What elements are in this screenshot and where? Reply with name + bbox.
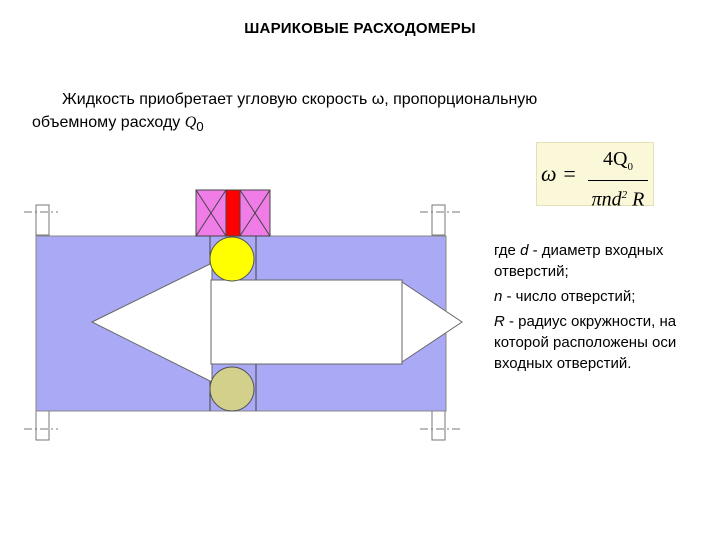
central-insert <box>211 280 402 364</box>
legend-r-text: - радиус окружности, на которой расположены оси входных отверстий. <box>494 313 677 372</box>
intro-sub-0: 0 <box>196 119 204 135</box>
page-title: ШАРИКОВЫЕ РАСХОДОМЕРЫ <box>244 20 476 37</box>
legend-d-var: d <box>520 242 529 259</box>
legend-r <box>494 311 704 374</box>
formula-den-a: πnd <box>591 188 622 211</box>
legend-n-text: - число отверстий; <box>502 288 636 305</box>
formula-num-text: 4Q <box>603 148 628 170</box>
formula-den-b: R <box>627 188 645 211</box>
legend-d-text: - диаметр входных отверстий; <box>494 242 664 280</box>
magnet-sensor <box>196 190 270 236</box>
formula-num-sub: 0 <box>627 161 633 173</box>
formula-den-sup: 2 <box>621 189 628 201</box>
legend-d <box>494 240 704 282</box>
intro-line-2-text: объемному расходу <box>32 114 185 131</box>
intro-var-q: Q <box>184 114 197 131</box>
legend-n <box>494 286 704 307</box>
ball-bottom <box>210 367 254 411</box>
legend <box>494 240 704 378</box>
magnet-core <box>226 190 240 236</box>
legend-n-var: n <box>494 288 503 305</box>
legend-r-var: R <box>494 313 505 330</box>
ball-top <box>210 237 254 281</box>
intro-line-1: Жидкость приобретает угловую скорость ω, пропорциональную <box>62 91 538 108</box>
legend-prefix: где <box>494 242 521 259</box>
formula-lhs: ω = <box>541 161 577 186</box>
